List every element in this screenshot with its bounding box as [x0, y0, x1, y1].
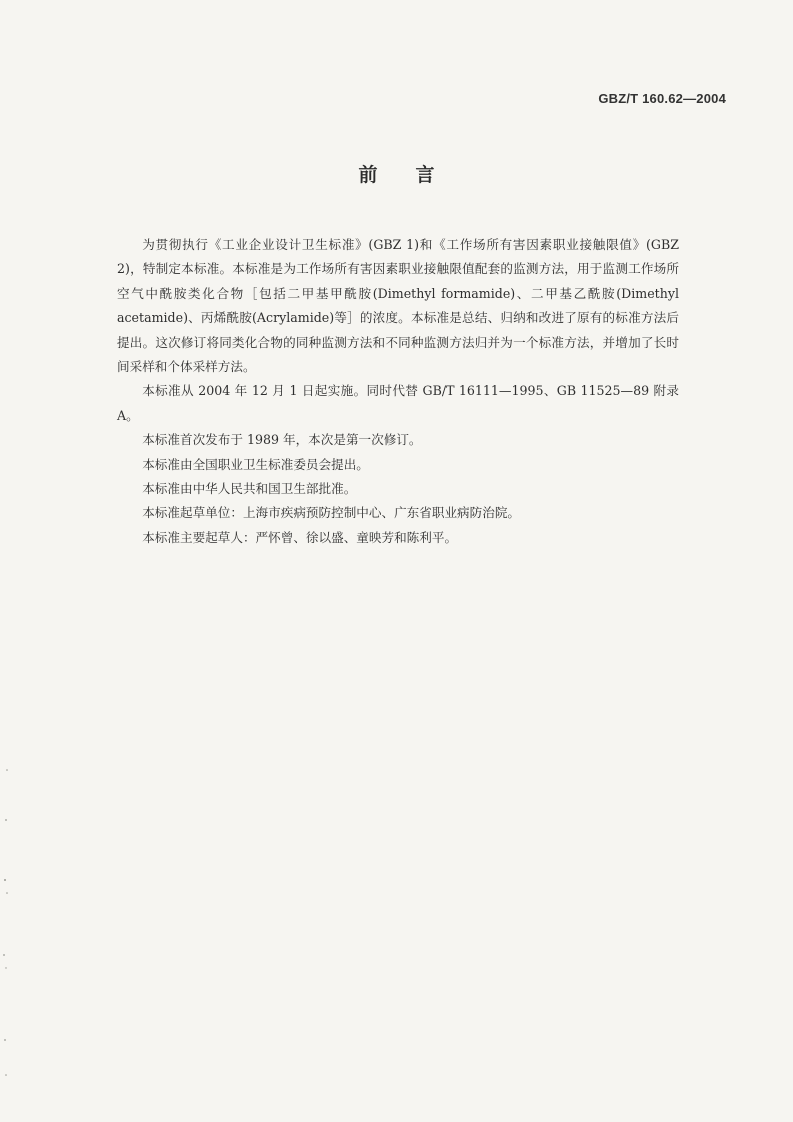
foreword-body: [117, 233, 679, 550]
paragraph-drafters: 本标准主要起草人：严怀曾、徐以盛、童映芳和陈利平。: [142, 529, 458, 545]
standard-code: GBZ/T 160.62—2004: [598, 91, 726, 106]
paragraph-proposed-by: 本标准由全国职业卫生标准委员会提出。: [142, 456, 369, 472]
page-title: 前言: [358, 164, 473, 186]
paragraph-first-issue: 本标准首次发布于 1989 年，本次是第一次修订。: [142, 432, 422, 448]
paragraph-effective-date: 本标准从 2004 年 12 月 1 日起实施。同时代替 GB/T 16111—1995、GB 11525—89 附录 A。: [117, 383, 679, 423]
paragraph-approved-by: 本标准由中华人民共和国卫生部批准。: [142, 481, 357, 497]
paragraph-purpose: 为贯彻执行《工业企业设计卫生标准》(GBZ 1)和《工作场所有害因素职业接触限值》(GBZ 2)，特制定本标准。本标准是为工作场所有害因素职业接触限值配套的监测方法，用于监测工作场所空气中酰胺类化合物［包括二甲基甲酰胺(Dimethyl formamide)、二甲基乙酰胺(Dimethyl acetamide)、丙烯酰胺(Acrylamide)等］的浓度。本标准是总结、归纳和改进了原有的标准方法后提出。这次修订将同类化合物的同种监测方法和不同种监测方法归并为一个标准方法，并增加了长时间采样和个体采样方法。: [117, 237, 679, 375]
scan-edge-marks: [0, 0, 20, 1122]
paragraph-drafting-units: 本标准起草单位：上海市疾病预防控制中心、广东省职业病防治院。: [142, 505, 520, 521]
